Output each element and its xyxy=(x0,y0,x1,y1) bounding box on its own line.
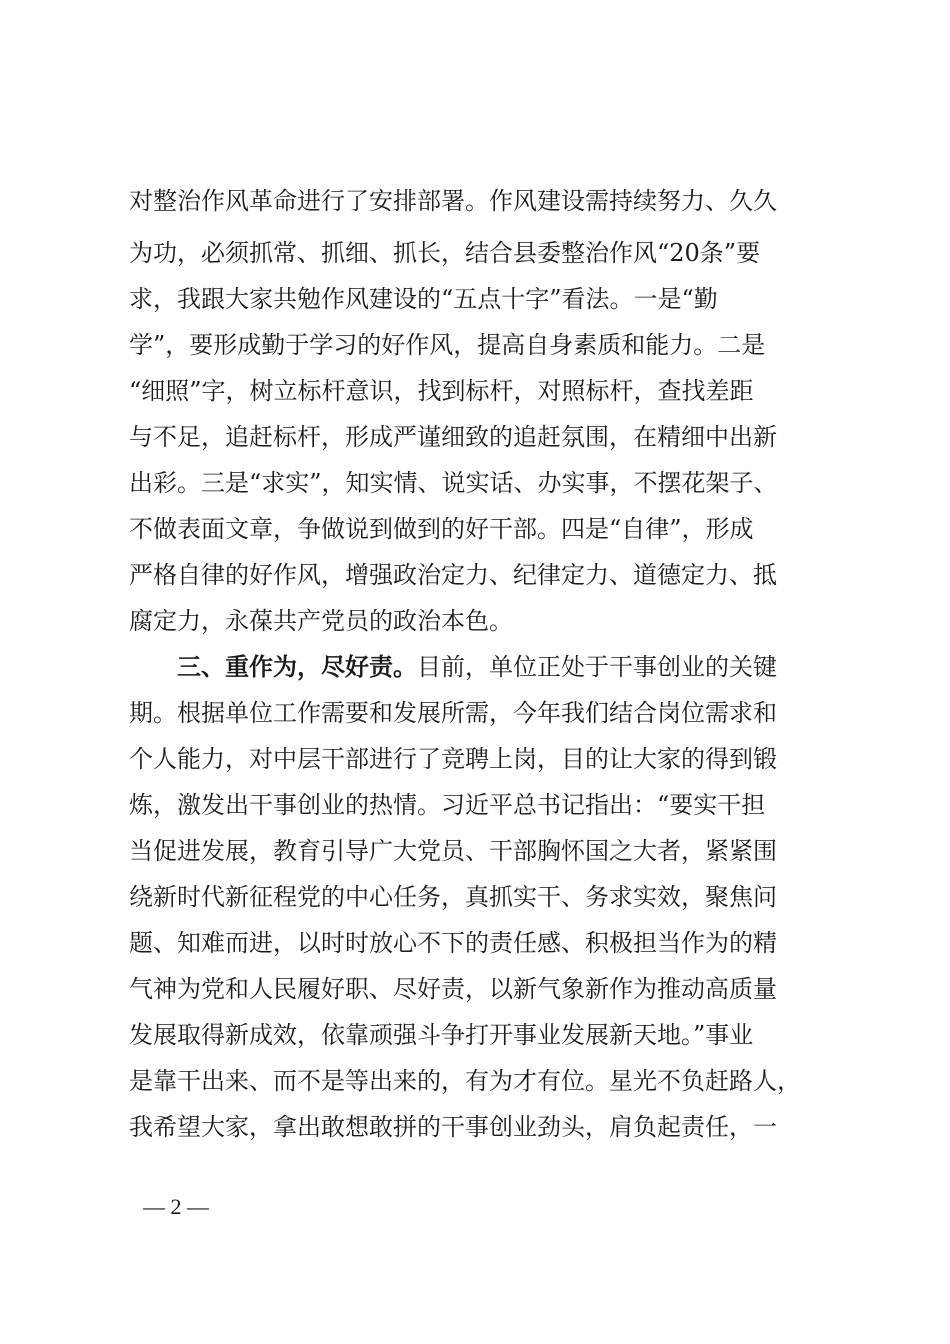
paragraph-line: 发展取得新成效，依靠顽强斗争打开事业发展新天地。”事业 xyxy=(129,1021,754,1049)
section-heading: 三、重作为，尽好责。 xyxy=(177,652,417,681)
paragraph-line: 与不足，追赶标杆，形成严谨细致的追赶氛围，在精细中出新 xyxy=(129,423,777,451)
paragraph-line: 为功，必须抓常、抓细、抓长，结合县委整治作风“20条”要 xyxy=(129,239,761,267)
paragraph-line: 不做表面文章，争做说到做到的好干部。四是“自律”，形成 xyxy=(129,515,754,543)
paragraph-line: 个人能力，对中层干部进行了竞聘上岗，目的让大家的得到锻 xyxy=(129,745,777,773)
paragraph-line: 腐定力，永葆共产党员的政治本色。 xyxy=(129,607,513,635)
paragraph-line: 绕新时代新征程党的中心任务，真抓实干、务求实效，聚焦问 xyxy=(129,883,777,911)
section-heading-line xyxy=(177,652,777,682)
paragraph-line: 题、知难而进，以时时放心不下的责任感、积极担当作为的精 xyxy=(129,929,777,957)
paragraph-line: 我希望大家，拿出敢想敢拼的干事创业劲头，肩负起责任，一 xyxy=(129,1113,777,1141)
paragraph-line: 严格自律的好作风，增强政治定力、纪律定力、道德定力、抵 xyxy=(129,561,777,589)
paragraph-line: 是靠干出来、而不是等出来的，有为才有位。星光不负赶路人， xyxy=(129,1067,801,1095)
paragraph-line: 对整治作风革命进行了安排部署。作风建设需持续努力、久久 xyxy=(129,187,777,215)
paragraph-line: 出彩。三是“求实”，知实情、说实话、办实事，不摆花架子、 xyxy=(129,469,778,497)
paragraph-line: “细照”字，树立标杆意识，找到标杆，对照标杆，查找差距 xyxy=(129,377,754,405)
paragraph-line: 学”，要形成勤于学习的好作风，提高自身素质和能力。二是 xyxy=(129,331,766,359)
paragraph-line: 当促进发展，教育引导广大党员、干部胸怀国之大者，紧紧围 xyxy=(129,837,777,865)
heading-line-text: 目前，单位正处于干事创业的关键 xyxy=(417,653,777,681)
paragraph-line: 炼，激发出干事创业的热情。习近平总书记指出：“要实干担 xyxy=(129,791,766,819)
paragraph-line: 气神为党和人民履好职、尽好责，以新气象新作为推动高质量 xyxy=(129,975,777,1003)
page-number: — 2 — xyxy=(143,1194,209,1219)
paragraph-line: 期。根据单位工作需要和发展所需，今年我们结合岗位需求和 xyxy=(129,699,777,727)
paragraph-line: 求，我跟大家共勉作风建设的“五点十字”看法。一是“勤 xyxy=(129,285,718,313)
